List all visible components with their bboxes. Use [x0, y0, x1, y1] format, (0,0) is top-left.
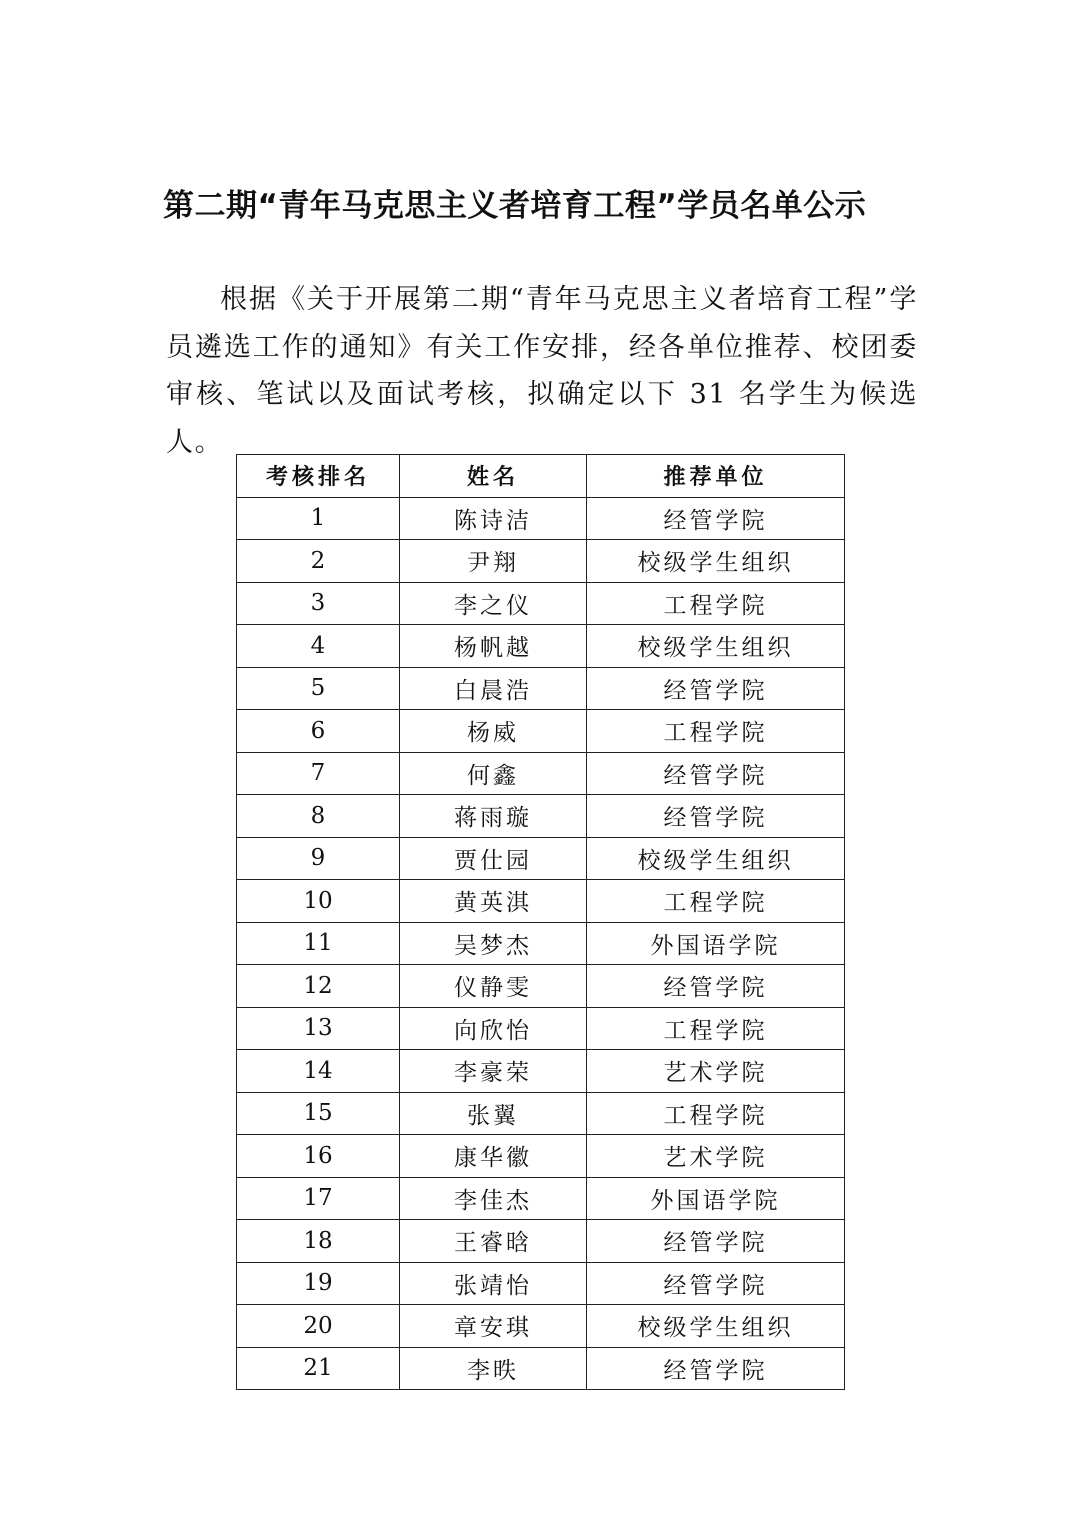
name-cell: 李昳: [400, 1347, 587, 1390]
table-row: [237, 922, 845, 965]
unit-cell: 艺术学院: [587, 1050, 845, 1093]
column-header-rank: 考核排名: [237, 455, 400, 498]
rank-cell: 5: [237, 667, 400, 710]
rank-cell: 4: [237, 625, 400, 668]
unit-cell: 工程学院: [587, 1007, 845, 1050]
table-row: [237, 1177, 845, 1220]
unit-cell: 艺术学院: [587, 1135, 845, 1178]
unit-cell: 外国语学院: [587, 1177, 845, 1220]
rank-cell: 12: [237, 965, 400, 1008]
table-row: [237, 1220, 845, 1263]
table-header: [237, 455, 845, 498]
name-cell: 蒋雨璇: [400, 795, 587, 838]
rank-cell: 21: [237, 1347, 400, 1390]
name-cell: 李佳杰: [400, 1177, 587, 1220]
table-row: [237, 880, 845, 923]
unit-cell: 经管学院: [587, 965, 845, 1008]
name-cell: 杨威: [400, 710, 587, 753]
unit-cell: 经管学院: [587, 1220, 845, 1263]
table-body: [237, 497, 845, 1390]
rank-cell: 19: [237, 1262, 400, 1305]
name-cell: 康华徽: [400, 1135, 587, 1178]
unit-cell: 工程学院: [587, 880, 845, 923]
name-cell: 向欣怡: [400, 1007, 587, 1050]
name-cell: 张翼: [400, 1092, 587, 1135]
name-cell: 王睿晗: [400, 1220, 587, 1263]
unit-cell: 校级学生组织: [587, 540, 845, 583]
table-row: [237, 1050, 845, 1093]
unit-cell: 经管学院: [587, 667, 845, 710]
unit-cell: 经管学院: [587, 497, 845, 540]
rank-cell: 16: [237, 1135, 400, 1178]
intro-paragraph: 根据《关于开展第二期“青年马克思主义者培育工程”学员遴选工作的通知》有关工作安排，经各单位推荐、校团委审核、笔试以及面试考核，拟确定以下 31 名学生为候选人。: [166, 284, 918, 458]
unit-cell: 校级学生组织: [587, 837, 845, 880]
table-row: [237, 1007, 845, 1050]
table-header-row: [237, 455, 845, 498]
name-cell: 何鑫: [400, 752, 587, 795]
name-cell: 陈诗洁: [400, 497, 587, 540]
table-row: [237, 795, 845, 838]
unit-cell: 经管学院: [587, 795, 845, 838]
rank-cell: 7: [237, 752, 400, 795]
unit-cell: 经管学院: [587, 1347, 845, 1390]
rank-cell: 10: [237, 880, 400, 923]
rank-cell: 14: [237, 1050, 400, 1093]
table-row: [237, 667, 845, 710]
table-row: [237, 1092, 845, 1135]
page-title: 第二期“青年马克思主义者培育工程”学员名单公示: [163, 188, 867, 224]
unit-cell: 经管学院: [587, 752, 845, 795]
rank-cell: 18: [237, 1220, 400, 1263]
table-row: [237, 710, 845, 753]
column-header-name: 姓名: [400, 455, 587, 498]
student-list-table: [236, 454, 845, 1390]
table-row: [237, 1262, 845, 1305]
unit-cell: 工程学院: [587, 710, 845, 753]
table-row: [237, 540, 845, 583]
table-row: [237, 625, 845, 668]
name-cell: 章安琪: [400, 1305, 587, 1348]
name-cell: 杨帆越: [400, 625, 587, 668]
table-row: [237, 1347, 845, 1390]
unit-cell: 外国语学院: [587, 922, 845, 965]
rank-cell: 2: [237, 540, 400, 583]
unit-cell: 经管学院: [587, 1262, 845, 1305]
rank-cell: 13: [237, 1007, 400, 1050]
name-cell: 仪静雯: [400, 965, 587, 1008]
rank-cell: 9: [237, 837, 400, 880]
column-header-unit: 推荐单位: [587, 455, 845, 498]
rank-cell: 11: [237, 922, 400, 965]
name-cell: 尹翔: [400, 540, 587, 583]
unit-cell: 工程学院: [587, 1092, 845, 1135]
name-cell: 黄英淇: [400, 880, 587, 923]
rank-cell: 6: [237, 710, 400, 753]
rank-cell: 1: [237, 497, 400, 540]
table-row: [237, 497, 845, 540]
name-cell: 白晨浩: [400, 667, 587, 710]
rank-cell: 20: [237, 1305, 400, 1348]
rank-cell: 8: [237, 795, 400, 838]
unit-cell: 校级学生组织: [587, 1305, 845, 1348]
name-cell: 贾仕园: [400, 837, 587, 880]
table-row: [237, 965, 845, 1008]
table-row: [237, 1305, 845, 1348]
unit-cell: 工程学院: [587, 582, 845, 625]
rank-cell: 15: [237, 1092, 400, 1135]
name-cell: 张靖怡: [400, 1262, 587, 1305]
name-cell: 李之仪: [400, 582, 587, 625]
name-cell: 李豪荣: [400, 1050, 587, 1093]
table-row: [237, 837, 845, 880]
table-row: [237, 582, 845, 625]
name-cell: 吴梦杰: [400, 922, 587, 965]
table-row: [237, 752, 845, 795]
rank-cell: 17: [237, 1177, 400, 1220]
unit-cell: 校级学生组织: [587, 625, 845, 668]
table-row: [237, 1135, 845, 1178]
rank-cell: 3: [237, 582, 400, 625]
